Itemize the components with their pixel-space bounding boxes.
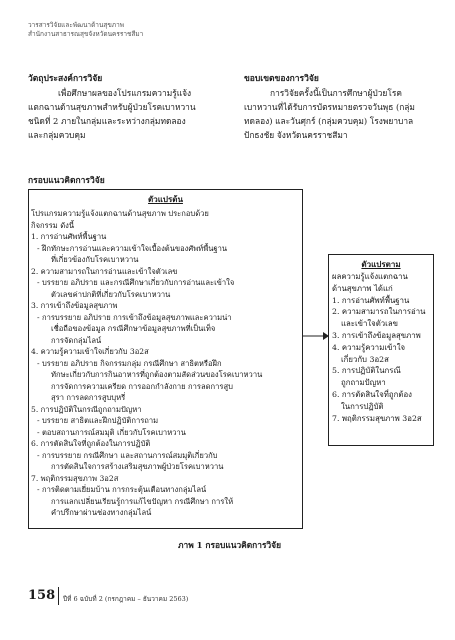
dependent-variable-line: และเข้าใจตัวเลข (341, 319, 398, 329)
dependent-variable-line: 5. การปฏิบัติในกรณี (332, 366, 401, 376)
dependent-variable-line: ถูกถามปัญหา (341, 378, 386, 388)
independent-variable-line: 5. การปฏิบัติในกรณีถูกถามปัญหา (31, 404, 142, 414)
independent-variable-box (28, 189, 303, 529)
independent-variable-line: 4. ความรู้ความเข้าใจเกี่ยวกับ 3อ2ส (31, 347, 149, 356)
framework-heading: กรอบแนวคิดการวิจัย (28, 176, 105, 186)
dependent-variable-line: 4. ความรู้ความเข้าใจ (332, 342, 406, 352)
objective-line: และกลุ่มควบคุม (28, 130, 86, 140)
independent-variable-line: กิจกรรม ดังนี้ (31, 220, 75, 230)
scope-heading: ขอบเขตของการวิจัย (244, 74, 319, 84)
independent-variable-list (29, 208, 302, 519)
issue-info: ปีที่ 6 ฉบับที่ 2 (กรกฎาคม – ธันวาคม 2563) (63, 595, 189, 603)
independent-variable-line: การตัดสินใจการสร้างเสริมสุขภาพผู้ป่วยโรคเบาหวาน (51, 462, 224, 471)
independent-variable-line: - บรรยาย อภิปราย และกรณีศึกษาเกี่ยวกับการอ่านและเข้าใจ (37, 278, 235, 287)
objective-line: เพื่อศึกษาผลของโปรแกรมความรู้แจ้ง (58, 88, 192, 98)
objective-line: แตกฉานด้านสุขภาพสำหรับผู้ป่วยโรคเบาหวาน (28, 102, 196, 112)
independent-variable-line: เชื่อถือของข้อมูล กรณีศึกษาข้อมูลสุขภาพที่เป็นเท็จ (51, 324, 216, 333)
independent-variable-line: การจัดกลุ่มไลน์ (51, 335, 102, 345)
figure-caption: ภาพ 1 กรอบแนวคิดการวิจัย (178, 540, 281, 550)
dependent-variable-line: ในการปฏิบัติ (341, 401, 384, 411)
scope-line: เบาหวานที่ได้รับการบัตรหมายตรวจวันพุธ (กลุ่ม (244, 102, 415, 112)
independent-variable-line: 6. การตัดสินใจที่ถูกต้องในการปฏิบัติ (31, 439, 151, 448)
dependent-variable-line: ด้านสุขภาพ ได้แก่ (332, 283, 393, 293)
dependent-variable-line: 3. การเข้าถึงข้อมูลสุขภาพ (332, 330, 421, 340)
independent-variable-line: ที่เกี่ยวข้องกับโรคเบาหวาน (51, 255, 139, 264)
independent-variable-line: - การบรรยาย อภิปราย การเข้าถึงข้อมูลสุขภาพและความน่า (37, 312, 232, 322)
independent-variable-line: โปรแกรมความรู้แจ้งแตกฉานด้านสุขภาพ ประกอบด้วย (31, 209, 209, 218)
independent-variable-line: - บรรยาย สาธิตและฝึกปฏิบัติการถาม (37, 416, 159, 425)
objective-heading: วัตถุประสงค์การวิจัย (28, 74, 103, 84)
dependent-variable-line: ผลความรู้แจ้งแตกฉาน (332, 272, 408, 281)
dependent-variable-list (329, 271, 433, 424)
dependent-variable-box (328, 254, 434, 446)
arrow-icon (303, 330, 329, 342)
page-number: 158 (28, 588, 56, 603)
dependent-variable-line: 1. การอ่านศัพท์พื้นฐาน (332, 295, 410, 305)
independent-variable-line: คำปรึกษาผ่านช่องทางกลุ่มไลน์ (51, 508, 152, 517)
scope-line: ปักธงชัย จังหวัดนครราชสีมา (244, 130, 348, 140)
dependent-variable-line: 7. พฤติกรรมสุขภาพ 3อ2ส (332, 413, 422, 423)
independent-variable-line: - ฝึกทักษะการอ่านและความเข้าใจเบื้องต้นของศัพท์พื้นฐาน (37, 243, 228, 253)
independent-variable-line: 2. ความสามารถในการอ่านและเข้าใจตัวเลข (31, 266, 178, 276)
scope-line: การวิจัยครั้งนี้เป็นการศึกษาผู้ป่วยโรค (270, 88, 402, 98)
journal-publisher: สำนักงานสาธารณสุขจังหวัดนครราชสีมา (28, 30, 144, 38)
independent-variable-line: - การติดตามเยี่ยมบ้าน การกระตุ้นเตือนทางกลุ่มไลน์ (37, 485, 207, 494)
footer-divider (58, 587, 59, 605)
independent-variable-line: - ตอบสถานการณ์สมมุติ เกี่ยวกับโรคเบาหวาน (37, 427, 186, 437)
dependent-variable-title: ตัวแปรตาม (361, 259, 401, 269)
independent-variable-line: ทักษะเกี่ยวกับการกินอาหารที่ถูกต้องตามสัดส่วนของโรคเบาหวาน (51, 370, 263, 379)
independent-variable-line: 1. การอ่านศัพท์พื้นฐาน (31, 232, 107, 241)
scope-line: ทดลอง) และวันศุกร์ (กลุ่มควบคุม) โรงพยาบาล (244, 116, 414, 126)
independent-variable-line: การจัดการความเครียด การออกกำลังกาย การลดการสูบ (51, 381, 233, 391)
dependent-variable-line: 2. ความสามารถในการอ่าน (332, 307, 426, 317)
independent-variable-line: การแลกเปลี่ยนเรียนรู้การแก้ไขปัญหา กรณีศึกษา การให้ (51, 496, 234, 506)
independent-variable-line: - บรรยาย อภิปราย กิจกรรมกลุ่ม กรณีศึกษา สาธิตหรือฝึก (37, 358, 222, 368)
independent-variable-line: 7. พฤติกรรมสุขภาพ 3อ2ส (31, 473, 119, 483)
independent-variable-line: ตัวเลขค่าปกติที่เกี่ยวกับโรคเบาหวาน (51, 289, 171, 299)
objective-paragraph (28, 86, 233, 142)
journal-name: วารสารวิจัยและพัฒนาด้านสุขภาพ (28, 21, 125, 29)
independent-variable-title: ตัวแปรต้น (148, 194, 183, 204)
objective-line: ชนิดที่ 2 ภายในกลุ่มและระหว่างกลุ่มทดลอง (28, 116, 186, 126)
dependent-variable-line: 6. การตัดสินใจที่ถูกต้อง (332, 389, 412, 399)
dependent-variable-line: เกี่ยวกับ 3อ2ส (341, 354, 389, 364)
independent-variable-line: - การบรรยาย กรณีศึกษา และสถานการณ์สมมุติเกี่ยวกับ (37, 450, 218, 460)
independent-variable-line: สุรา การลดการสูบบุหรี่ (51, 393, 126, 402)
independent-variable-line: 3. การเข้าถึงข้อมูลสุขภาพ (31, 301, 118, 310)
scope-paragraph (244, 86, 434, 142)
